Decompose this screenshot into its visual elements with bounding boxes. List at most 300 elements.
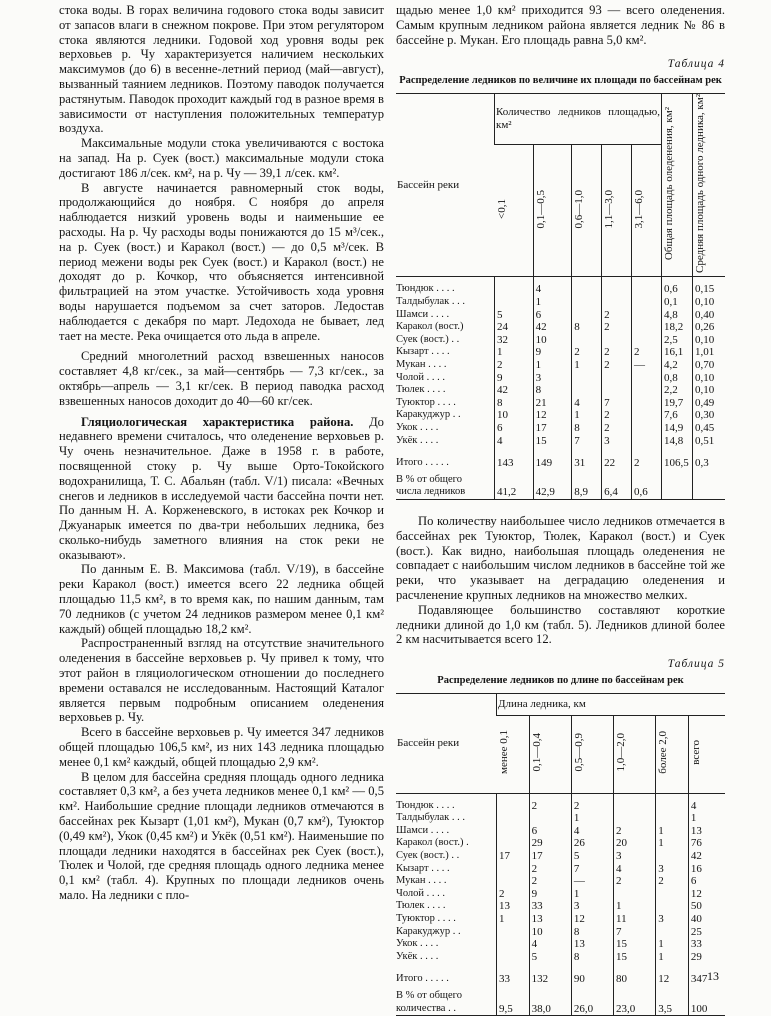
- page-number: 13: [707, 969, 719, 983]
- total-cell: 132: [529, 963, 571, 990]
- table-row: [396, 309, 725, 322]
- table-cell: 12: [688, 888, 725, 901]
- basin-name: Укёк . . . .: [396, 950, 439, 962]
- table-5-header-length: Длина ледника, км: [497, 693, 726, 715]
- table-cell: [497, 926, 530, 939]
- table-cell: 5: [571, 850, 613, 863]
- paragraph: В целом для бассейна средняя площадь одного ледника составляет 0,3 км², а без учета ледников менее 0,1 км² — 0,5 км². Наибольшие средние площади ледников отмечаются в бассейнах рек Кызарт (1,01 км²), Мукан (0,7 км²), Туюктор (0,49 км²), Укок (0,45 км²) и Укёк (0,51 км²). Наименьшие по площади ледники находятся в бассейнах рек Суек (вост.), Тюлек и Чолой, где средняя площадь одного ледника менее 0,1 км² (табл. 4). Крупных по площади ледников очень мало. На ледники с пло-: [59, 769, 384, 903]
- table-4-header-bin: 0,6—1,0: [572, 144, 602, 277]
- table-4-title: Распределение ледников по величине их площади по бассейнам рек: [399, 75, 722, 87]
- total-cell: 143: [495, 447, 534, 474]
- table-cell: 1: [688, 812, 725, 825]
- table-row: [396, 283, 725, 296]
- table-cell: [497, 951, 530, 964]
- table-cell: [632, 283, 662, 296]
- table-cell: 7: [572, 435, 602, 448]
- table-cell: [614, 800, 656, 813]
- basin-name: Мукан . . . .: [396, 875, 447, 887]
- table-cell: 40: [688, 913, 725, 926]
- table-5-header-bin: более 2,0: [656, 715, 689, 793]
- total-cell: 90: [571, 963, 613, 990]
- total-label: Итого . . . . .: [396, 457, 449, 469]
- table-cell: 6: [533, 309, 572, 322]
- percent-row: [396, 474, 725, 487]
- table-row: [396, 397, 725, 410]
- table-4-header-bin: 0,1—0,5: [533, 144, 572, 277]
- table-cell: 8: [571, 926, 613, 939]
- basin-name: Каракуджур . .: [396, 925, 461, 937]
- table-cell: 1: [571, 888, 613, 901]
- table-cell: [497, 812, 530, 825]
- table-cell: 19,7: [662, 397, 693, 410]
- table-cell: 7: [614, 926, 656, 939]
- table-cell: 0,70: [693, 359, 726, 372]
- table-cell: [572, 372, 602, 385]
- table-cell: 4: [495, 435, 534, 448]
- basin-name: Суек (вост.) . .: [396, 849, 460, 861]
- table-cell: 1: [533, 296, 572, 309]
- table-cell: 32: [495, 334, 534, 347]
- percent-label: В % от общего: [396, 473, 462, 485]
- table-cell: 21: [533, 397, 572, 410]
- table-cell: 0,10: [693, 334, 726, 347]
- table-cell: [614, 888, 656, 901]
- table-cell: 4: [614, 863, 656, 876]
- percent-cell: 41,2: [495, 486, 534, 499]
- total-row: [396, 963, 725, 990]
- percent-cell: [662, 486, 693, 499]
- table-row: [396, 850, 725, 863]
- total-cell: 80: [614, 963, 656, 990]
- table-cell: —: [632, 359, 662, 372]
- table-cell: [497, 837, 530, 850]
- table-cell: 8: [495, 397, 534, 410]
- table-cell: [632, 334, 662, 347]
- table-cell: 0,8: [662, 372, 693, 385]
- table-cell: 16: [688, 863, 725, 876]
- table-5-header-bin: 1,0—2,0: [614, 715, 656, 793]
- spacer-cell: [662, 474, 693, 487]
- table-row: [396, 951, 725, 964]
- table-row: [396, 334, 725, 347]
- table-row: [396, 938, 725, 951]
- percent-cell: 26,0: [571, 1003, 613, 1016]
- table-cell: 0,6: [662, 283, 693, 296]
- table-5-header-bin: 0,1—0,4: [529, 715, 571, 793]
- table-row: [396, 812, 725, 825]
- percent-cell: [693, 486, 726, 499]
- table-cell: 2: [571, 800, 613, 813]
- table-cell: [572, 334, 602, 347]
- total-cell: 0,3: [693, 447, 726, 474]
- table-cell: 4,2: [662, 359, 693, 372]
- table-cell: 7: [571, 863, 613, 876]
- percent-label: количества . .: [396, 1003, 497, 1016]
- table-row: [396, 346, 725, 359]
- table-cell: [656, 926, 689, 939]
- basin-name: Талдыбулак . . .: [396, 296, 466, 308]
- table-cell: 4: [571, 825, 613, 838]
- table-cell: 1: [572, 409, 602, 422]
- table-cell: 26: [571, 837, 613, 850]
- table-cell: 4: [529, 938, 571, 951]
- table-cell: 2,5: [662, 334, 693, 347]
- table-cell: 13: [688, 825, 725, 838]
- table-cell: 1: [571, 812, 613, 825]
- basin-name: Тюндюк . . . .: [396, 283, 455, 295]
- table-cell: [632, 422, 662, 435]
- table-row: [396, 321, 725, 334]
- table-cell: 13: [571, 938, 613, 951]
- table-cell: 0,15: [693, 283, 726, 296]
- table-cell: [632, 309, 662, 322]
- table-cell: 0,10: [693, 296, 726, 309]
- table-4-header-bin: 3,1—6,0: [632, 144, 662, 277]
- table-cell: [632, 397, 662, 410]
- table-cell: [632, 296, 662, 309]
- section-heading: Гляциологическая характеристика района.: [81, 414, 354, 429]
- table-cell: 17: [529, 850, 571, 863]
- table-cell: 2: [529, 800, 571, 813]
- table-5-title: Распределение ледников по длине по бассейнам рек: [437, 675, 684, 687]
- table-cell: 0,49: [693, 397, 726, 410]
- basin-name: Каракол (вост.) .: [396, 837, 469, 849]
- table-cell: 1: [656, 938, 689, 951]
- table-cell: 4: [688, 800, 725, 813]
- table-cell: 10: [529, 926, 571, 939]
- spacer-cell: [495, 474, 534, 487]
- table-cell: 6: [495, 422, 534, 435]
- table-cell: 6: [529, 825, 571, 838]
- table-cell: 8: [572, 422, 602, 435]
- table-cell: 0,40: [693, 309, 726, 322]
- table-cell: 3: [656, 913, 689, 926]
- table-cell: 13: [529, 913, 571, 926]
- table-cell: 2: [495, 359, 534, 372]
- paragraph: стока воды. В горах величина годового стока воды зависит от запасов влаги в снежном покрове. При этом регулятором стока являются ледники. Годовой ход уровня воды рек верховьев р. Чу характеризуется наличием нескольких максимумов (до 6) в весенне-летний период (май—август), вызванный таянием ледников. Поэтому паводок получается растянутым. Паводок проходит каждый год в разное время в зависимости от наступления положительных температур воздуха.: [59, 3, 384, 136]
- total-cell: 31: [572, 447, 602, 474]
- basin-name: Каракол (вост.): [396, 321, 464, 333]
- percent-label: В % от общего: [396, 989, 462, 1001]
- table-cell: 1: [495, 346, 534, 359]
- table-cell: 5: [529, 951, 571, 964]
- table-cell: [495, 296, 534, 309]
- table-cell: [656, 800, 689, 813]
- paragraph: Распространенный взгляд на отсутствие значительного оледенения в бассейне верховьев р. Чу привел к тому, что этот район в гляциологическом отношении до последнего времени оставался не исследованным. Настоящий Каталог является первым подробным описанием оледенения верховьев р. Чу.: [59, 636, 384, 725]
- spacer-cell: [602, 474, 632, 487]
- table-cell: 17: [497, 850, 530, 863]
- table-cell: 2: [602, 346, 632, 359]
- basin-name: Тюлек . . . .: [396, 384, 446, 396]
- table-cell: 0,1: [662, 296, 693, 309]
- spacer-cell: [632, 474, 662, 487]
- table-cell: [497, 938, 530, 951]
- table-cell: 29: [688, 951, 725, 964]
- total-label: Итого . . . . .: [396, 973, 449, 985]
- basin-name: Мукан . . . .: [396, 358, 447, 370]
- percent-cell: 0,6: [632, 486, 662, 499]
- table-cell: 1: [656, 825, 689, 838]
- total-cell: 347: [688, 963, 725, 990]
- table-cell: 2: [529, 863, 571, 876]
- table-cell: 14,9: [662, 422, 693, 435]
- table-cell: 1: [656, 837, 689, 850]
- table-5-body: [396, 793, 725, 1016]
- table-cell: 1: [614, 900, 656, 913]
- table-row: [396, 800, 725, 813]
- table-row: [396, 359, 725, 372]
- table-cell: 2: [614, 825, 656, 838]
- table-cell: 42: [688, 850, 725, 863]
- table-cell: 4: [533, 283, 572, 296]
- paragraph: Максимальные модули стока увеличиваются с востока на запад. На р. Суек (вост.) максимальные модули стока достигают 186 л/сек. км², на р. Чу — 39,1 л/сек. км².: [59, 136, 384, 180]
- percent-row: [396, 486, 725, 499]
- percent-cell: 9,5: [497, 1003, 530, 1016]
- table-cell: 8: [533, 384, 572, 397]
- table-row: [396, 913, 725, 926]
- basin-name: Суек (вост.) . .: [396, 333, 460, 345]
- basin-name: Кызарт . . . .: [396, 862, 450, 874]
- table-cell: 7,6: [662, 409, 693, 422]
- table-row: [396, 926, 725, 939]
- table-cell: 14,8: [662, 435, 693, 448]
- table-cell: [632, 321, 662, 334]
- table-row: [396, 875, 725, 888]
- table-row: [396, 888, 725, 901]
- table-cell: [572, 283, 602, 296]
- table-cell: [632, 435, 662, 448]
- percent-label: числа ледников: [396, 486, 495, 499]
- basin-name: Туюктор . . . .: [396, 912, 456, 924]
- table-row: [396, 900, 725, 913]
- table-cell: 4: [572, 397, 602, 410]
- table-cell: 2: [497, 888, 530, 901]
- table-cell: 0,10: [693, 384, 726, 397]
- table-row: [396, 825, 725, 838]
- table-4-header-total-area: Общая площадь оледенения, км²: [662, 93, 693, 277]
- basin-name: Талдыбулак . . .: [396, 812, 466, 824]
- table-cell: 50: [688, 900, 725, 913]
- percent-cell: 3,5: [656, 1003, 689, 1016]
- table-cell: 8: [571, 951, 613, 964]
- table-cell: 24: [495, 321, 534, 334]
- table-cell: 1: [572, 359, 602, 372]
- table-cell: 2: [614, 875, 656, 888]
- paragraph: По количеству наибольшее число ледников отмечается в бассейнах рек Туюктор, Тюлек, Каракол (вост.) и Суек (вост.). Как видно, наибольшая площадь оледенения не совпадает с наибольшим числом ледников в бассейне той же реки, что указывает на деградацию оледенения и расчленение крупных ледников на множество мелких.: [396, 513, 725, 602]
- table-cell: [572, 296, 602, 309]
- table-cell: 12: [571, 913, 613, 926]
- table-row: [396, 384, 725, 397]
- table-cell: 15: [614, 951, 656, 964]
- table-cell: 42: [533, 321, 572, 334]
- table-cell: 42: [495, 384, 534, 397]
- table-cell: 2: [602, 359, 632, 372]
- table-4-header-count: Количество ледников площадью, км²: [495, 93, 662, 144]
- table-cell: 0,45: [693, 422, 726, 435]
- table-cell: 10: [533, 334, 572, 347]
- table-cell: 0,26: [693, 321, 726, 334]
- basin-name: Туюктор . . . .: [396, 396, 456, 408]
- table-row: [396, 435, 725, 448]
- paragraph: [59, 415, 384, 563]
- table-cell: 9: [529, 888, 571, 901]
- table-5-caption: Таблица 5: [667, 658, 725, 671]
- basin-name: Тюлек . . . .: [396, 900, 446, 912]
- left-column: [59, 3, 384, 903]
- basin-name: Укок . . . .: [396, 938, 439, 950]
- table-cell: [602, 296, 632, 309]
- table-cell: 0,51: [693, 435, 726, 448]
- spacer-cell: [572, 474, 602, 487]
- table-cell: [602, 283, 632, 296]
- basin-name: Кызарт . . . .: [396, 346, 450, 358]
- basin-name: Шамси . . . .: [396, 308, 450, 320]
- basin-name: Чолой . . . .: [396, 887, 446, 899]
- table-cell: 2: [632, 346, 662, 359]
- total-cell: 12: [656, 963, 689, 990]
- table-cell: 16,1: [662, 346, 693, 359]
- total-cell: 106,5: [662, 447, 693, 474]
- table-cell: 2,2: [662, 384, 693, 397]
- table-5-header-bin: 0,5—0,9: [571, 715, 613, 793]
- spacer-cell: [688, 990, 725, 1003]
- table-cell: 3: [656, 863, 689, 876]
- table-cell: 3: [571, 900, 613, 913]
- table-cell: 2: [602, 422, 632, 435]
- table-cell: 10: [495, 409, 534, 422]
- table-row: [396, 372, 725, 385]
- table-4-header-bin: <0,1: [495, 144, 534, 277]
- table-5-header-bin: менее 0,1: [497, 715, 530, 793]
- table-cell: 33: [529, 900, 571, 913]
- basin-name: Чолой . . . .: [396, 371, 446, 383]
- table-cell: [632, 372, 662, 385]
- table-cell: 0,30: [693, 409, 726, 422]
- table-cell: 4,8: [662, 309, 693, 322]
- spacer-cell: [614, 990, 656, 1003]
- percent-cell: 6,4: [602, 486, 632, 499]
- spacer-cell: [656, 990, 689, 1003]
- table-cell: [572, 309, 602, 322]
- total-cell: 149: [533, 447, 572, 474]
- table-cell: [602, 372, 632, 385]
- table-cell: 2: [572, 346, 602, 359]
- percent-row: [396, 1003, 725, 1016]
- table-row: [396, 863, 725, 876]
- table-cell: [572, 384, 602, 397]
- total-cell: 2: [632, 447, 662, 474]
- basin-name: Каракуджур . .: [396, 409, 461, 421]
- basin-name: Тюндюк . . . .: [396, 799, 455, 811]
- total-cell: 33: [497, 963, 530, 990]
- table-cell: —: [571, 875, 613, 888]
- percent-row: [396, 990, 725, 1003]
- table-cell: [632, 384, 662, 397]
- table-cell: [495, 283, 534, 296]
- table-cell: [529, 812, 571, 825]
- paragraph-text: До недавнего времени считалось, что оледенение верховьев р. Чу очень незначительное. Даже в 1958 г. в работе, посвященной стоку р. Чу выше Орто-Токойского водохранилища, Т. С. Абальян (табл. V/1) писала: «Вечных снегов и ледников в исследуемой части бассейна почти нет. По данным Н. А. Корженевского, в истоках рек Кочкор и Джуанарык имеется по два-три небольших ледника, без сколько-нибудь заметного влияния на сток реки не оказывают».: [59, 414, 384, 562]
- basin-name: Укёк . . . .: [396, 434, 439, 446]
- table-cell: 2: [602, 309, 632, 322]
- paragraph: Подавляющее большинство составляют короткие ледники длиной до 1,0 км (табл. 5). Ледников длиной более 2 км насчитывается всего 12.: [396, 602, 725, 647]
- paragraph: Средний многолетний расход взвешенных наносов составляет 4,8 кг/сек., за май—сентябрь — 7,3 кг/сек., за октябрь—апрель — 3,1 кг/сек. В период паводка расход взвешенных наносов доходит до 40—60 кг/сек.: [59, 349, 384, 408]
- table-row: [396, 422, 725, 435]
- table-cell: 76: [688, 837, 725, 850]
- spacer-cell: [571, 990, 613, 1003]
- table-cell: 15: [614, 938, 656, 951]
- table-row: [396, 409, 725, 422]
- table-cell: 11: [614, 913, 656, 926]
- table-cell: 0,10: [693, 372, 726, 385]
- paragraph: В августе начинается равномерный сток воды, продолжающийся до ноября. С ноября до апреля наблюдается низкий уровень воды и наименьшие ее расходы. На р. Чу расходы воды понижаются до 15 м³/сек., на р. Суек (вост.) и Каракол (вост.) — до 0,5 м³/сек. В период межени воды рек Суек (вост.) и Каракол (вост.) не доходят до р. Кочкор, что объясняется интенсивной фильтрацией на этом участке. Устойчивость хода уровня воды нарушается подъемом за счет заторов. Ледостав наблюдается с декабря по март. Ледохода не бывает, лед тает на месте. Река очищается ото льда в апреле.: [59, 180, 384, 343]
- table-cell: 1: [533, 359, 572, 372]
- table-cell: 12: [533, 409, 572, 422]
- table-cell: 3: [614, 850, 656, 863]
- table-cell: 1: [656, 951, 689, 964]
- table-row: [396, 837, 725, 850]
- table-cell: 18,2: [662, 321, 693, 334]
- table-4-header-avg-area: Средняя площадь одного ледника, км²: [693, 93, 726, 277]
- table-cell: [656, 900, 689, 913]
- table-cell: 25: [688, 926, 725, 939]
- table-cell: 20: [614, 837, 656, 850]
- table-4-header-bin: 1,1—3,0: [602, 144, 632, 277]
- table-4-header-basin: Бассейн реки: [396, 93, 495, 277]
- table-cell: 3: [602, 435, 632, 448]
- table-cell: 1: [497, 913, 530, 926]
- table-5: [396, 693, 725, 1016]
- percent-cell: 38,0: [529, 1003, 571, 1016]
- table-cell: 13: [497, 900, 530, 913]
- table-cell: 7: [602, 397, 632, 410]
- paragraph: щадью менее 1,0 км² приходится 93 — всего оледенения. Самым крупным ледником района является ледник № 86 в бассейне р. Мукан. Его площадь равна 5,0 км².: [396, 3, 725, 47]
- table-row: [396, 296, 725, 309]
- percent-cell: 8,9: [572, 486, 602, 499]
- table-4-caption: Таблица 4: [667, 58, 725, 71]
- table-cell: 2: [602, 321, 632, 334]
- table-cell: 6: [688, 875, 725, 888]
- paragraph: Всего в бассейне верховьев р. Чу имеется 347 ледников общей площадью 106,5 км², из них 143 ледника площадью менее 0,1 км² каждый, общей площадью 2,9 км².: [59, 725, 384, 769]
- table-cell: 1,01: [693, 346, 726, 359]
- table-cell: 2: [602, 409, 632, 422]
- table-cell: [602, 384, 632, 397]
- table-cell: 9: [533, 346, 572, 359]
- table-cell: [656, 888, 689, 901]
- percent-cell: 100: [688, 1003, 725, 1016]
- table-cell: 9: [495, 372, 534, 385]
- table-cell: 33: [688, 938, 725, 951]
- table-cell: [632, 409, 662, 422]
- table-cell: 5: [495, 309, 534, 322]
- table-cell: [497, 863, 530, 876]
- spacer-cell: [529, 990, 571, 1003]
- percent-cell: 23,0: [614, 1003, 656, 1016]
- table-cell: 15: [533, 435, 572, 448]
- right-column: [396, 3, 725, 1016]
- spacer-cell: [533, 474, 572, 487]
- percent-cell: 42,9: [533, 486, 572, 499]
- total-cell: 22: [602, 447, 632, 474]
- table-cell: [497, 825, 530, 838]
- table-cell: 2: [529, 875, 571, 888]
- table-4: [396, 93, 725, 500]
- total-row: [396, 447, 725, 474]
- paragraph: По данным Е. В. Максимова (табл. V/19), в бассейне реки Каракол (вост.) имеется всего 22 ледника общей площадью 11,5 км², в то время как, по нашим данным, там 70 ледников (с учетом 24 ледников размером менее 0,1 км² каждый) общей площадью 18,2 км².: [59, 562, 384, 636]
- basin-name: Шамси . . . .: [396, 824, 450, 836]
- basin-name: Укок . . . .: [396, 421, 439, 433]
- table-cell: 2: [656, 875, 689, 888]
- table-cell: 8: [572, 321, 602, 334]
